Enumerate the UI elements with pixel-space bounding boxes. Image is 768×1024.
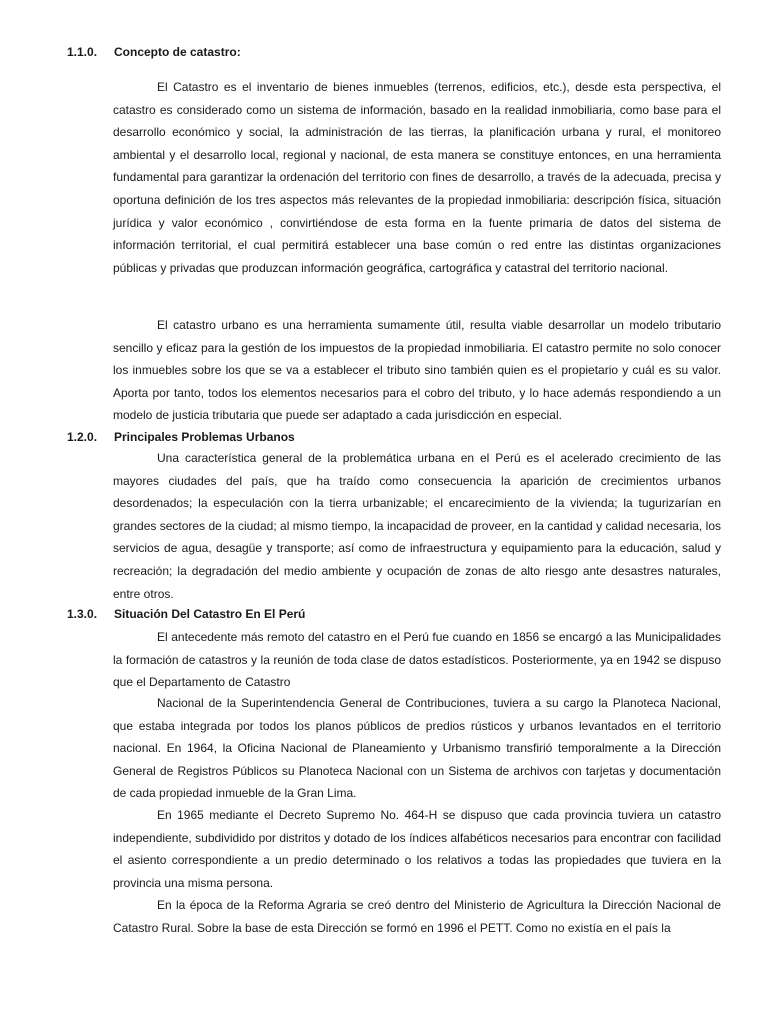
paragraph xyxy=(113,804,721,894)
section-title: Situación Del Catastro En El Perú xyxy=(114,607,306,621)
paragraph-text: Nacional de la Superintendencia General de Contribuciones, tuviera a su cargo la Planoteca Nacional, que estaba integrada por todos los planos públicos de predios rústicos y urbanos levantados en el territorio nacional. En 1964, la Oficina Nacional de Planeamiento y Urbanismo transfirió temporalmente a la Dirección General de Registros Públicos su Planoteca Nacional con un Sistema de archivos con tarjetas y documentación de cada propiedad inmueble de la Gran Lima. xyxy=(113,696,721,801)
paragraph-text: El antecedente más remoto del catastro en el Perú fue cuando en 1856 se encargó a las Municipalidades la formación de catastros y la reunión de toda clase de datos estadísticos. Posteriormente, ya en 1942 se dispuso que el Departamento de Catastro xyxy=(113,630,721,690)
section-number: 1.2.0. xyxy=(67,430,98,444)
paragraph xyxy=(113,626,721,694)
paragraph xyxy=(113,692,721,805)
paragraph xyxy=(113,314,721,427)
paragraph-text: En la época de la Reforma Agraria se creó dentro del Ministerio de Agricultura la Dirección Nacional de Catastro Rural. Sobre la base de esta Dirección se formó en 1996 el PETT. Como no existía en el país la xyxy=(113,898,721,935)
section-heading-1-3-0 xyxy=(67,607,305,621)
section-title: Concepto de catastro: xyxy=(114,45,241,59)
paragraph xyxy=(113,447,721,605)
paragraph-text: El catastro urbano es una herramienta sumamente útil, resulta viable desarrollar un modelo tributario sencillo y eficaz para la gestión de los impuestos de la propiedad inmobiliaria. El catastro permite no solo conocer los inmuebles sobre los que se va a establecer el tributo sino también quien es el propietario y cuál es su valor. Aporta por tanto, todos los elementos necesarios para el cobro del tributo, y lo hace además respondiendo a un modelo de justicia tributaria que puede ser adaptado a cada jurisdicción en especial. xyxy=(113,318,721,423)
paragraph-text: En 1965 mediante el Decreto Supremo No. 464-H se dispuso que cada provincia tuviera un catastro independiente, subdividido por distritos y dotado de los índices alfabéticos necesarios para encontrar con facilidad el asiento correspondiente a un predio determinado o los relativos a todas las propiedades que tuviera en la provincia una misma persona. xyxy=(113,808,721,890)
section-heading-1-2-0 xyxy=(67,430,295,444)
section-heading-1-1-0 xyxy=(67,45,241,59)
section-title: Principales Problemas Urbanos xyxy=(114,430,295,444)
section-number: 1.1.0. xyxy=(67,45,98,59)
paragraph-text: Una característica general de la problemática urbana en el Perú es el acelerado crecimiento de las mayores ciudades del país, que ha traído como consecuencia la aparición de crecimientos urbanos desordenados; la especulación con la tierra urbanizable; el encarecimiento de la vivienda; la tugurizarían en grandes sectores de la ciudad; al mismo tiempo, la incapacidad de proveer, en la cantidad y calidad necesaria, los servicios de agua, desagüe y transporte; así como de infraestructura y equipamiento para la educación, salud y recreación; la degradación del medio ambiente y ocupación de zonas de alto riesgo ante desastres naturales, entre otros. xyxy=(113,451,721,601)
paragraph xyxy=(113,894,721,939)
paragraph xyxy=(113,76,721,279)
paragraph-text: El Catastro es el inventario de bienes inmuebles (terrenos, edificios, etc.), desde esta perspectiva, el catastro es considerado como un sistema de información, basado en la realidad inmobiliaria, como base para el desarrollo económico y social, la administración de las tierras, la planificación urbana y rural, el monitoreo ambiental y el desarrollo local, regional y nacional, de esta manera se constituye entonces, en una herramienta fundamental para garantizar la ordenación del territorio con fines de desarrollo, a través de la adecuada, precisa y oportuna definición de los tres aspectos más relevantes de la propiedad inmobiliaria: descripción física, situación jurídica y valor económico , convirtiéndose de esta forma en la fuente primaria de datos del sistema de información territorial, el cual permitirá establecer una base común o red entre las distintas organizaciones públicas y privadas que produzcan información geográfica, cartográfica y catastral del territorio nacional. xyxy=(113,80,721,275)
section-number: 1.3.0. xyxy=(67,607,98,621)
